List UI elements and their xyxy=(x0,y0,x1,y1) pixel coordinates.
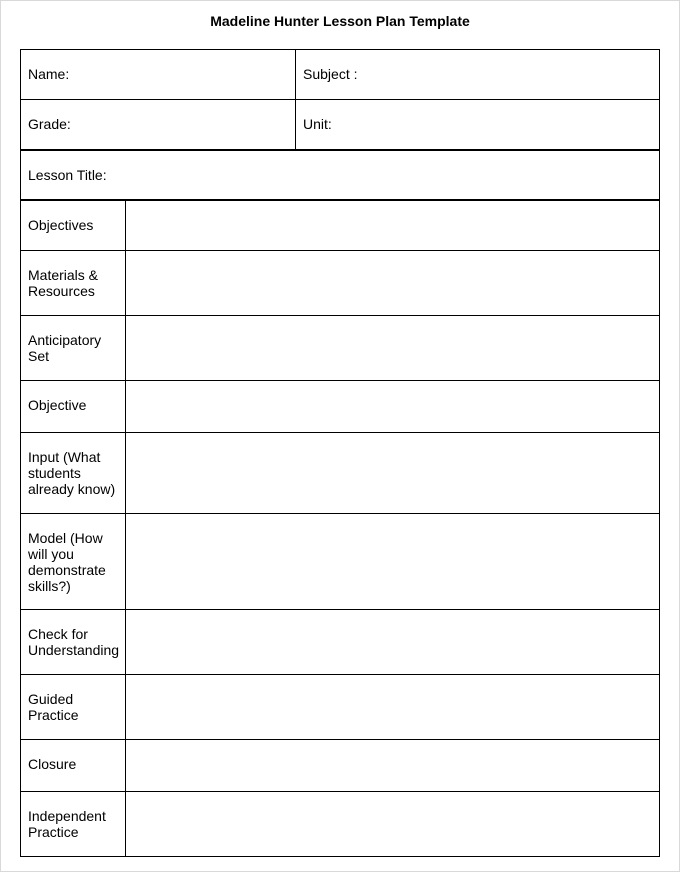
section-label: Objectives xyxy=(21,200,126,251)
section-content-guided-practice[interactable] xyxy=(126,675,660,740)
section-row-closure xyxy=(21,740,660,792)
lesson-title-row xyxy=(21,150,660,200)
section-row-model xyxy=(21,514,660,610)
section-row-independent-practice xyxy=(21,792,660,857)
section-content-input[interactable] xyxy=(126,433,660,514)
section-content-check-understanding[interactable] xyxy=(126,610,660,675)
section-row-objectives xyxy=(21,200,660,251)
section-content-independent-practice[interactable] xyxy=(126,792,660,857)
name-subject-row xyxy=(21,50,660,100)
section-content-closure[interactable] xyxy=(126,740,660,792)
section-label: Input (What students already know) xyxy=(21,433,126,514)
section-row-materials xyxy=(21,251,660,316)
section-row-objective xyxy=(21,381,660,433)
name-field[interactable]: Name: xyxy=(21,50,296,100)
section-content-model[interactable] xyxy=(126,514,660,610)
section-content-anticipatory-set[interactable] xyxy=(126,316,660,381)
section-label: Guided Practice xyxy=(21,675,126,740)
section-label: Closure xyxy=(21,740,126,792)
lesson-title-field[interactable]: Lesson Title: xyxy=(21,150,660,200)
section-label: Anticipatory Set xyxy=(21,316,126,381)
subject-field[interactable]: Subject : xyxy=(296,50,660,100)
section-row-check-understanding xyxy=(21,610,660,675)
section-label: Independent Practice xyxy=(21,792,126,857)
grade-unit-row xyxy=(21,100,660,150)
section-row-anticipatory-set xyxy=(21,316,660,381)
section-row-input xyxy=(21,433,660,514)
section-label: Objective xyxy=(21,381,126,433)
grade-field[interactable]: Grade: xyxy=(21,100,296,150)
section-label: Materials & Resources xyxy=(21,251,126,316)
section-content-objective[interactable] xyxy=(126,381,660,433)
section-content-materials[interactable] xyxy=(126,251,660,316)
section-content-objectives[interactable] xyxy=(126,200,660,251)
section-label: Check for Understanding xyxy=(21,610,126,675)
section-label: Model (How will you demonstrate skills?) xyxy=(21,514,126,610)
section-row-guided-practice xyxy=(21,675,660,740)
unit-field[interactable]: Unit: xyxy=(296,100,660,150)
lesson-plan-table xyxy=(20,49,660,857)
document-title: Madeline Hunter Lesson Plan Template xyxy=(210,13,470,29)
